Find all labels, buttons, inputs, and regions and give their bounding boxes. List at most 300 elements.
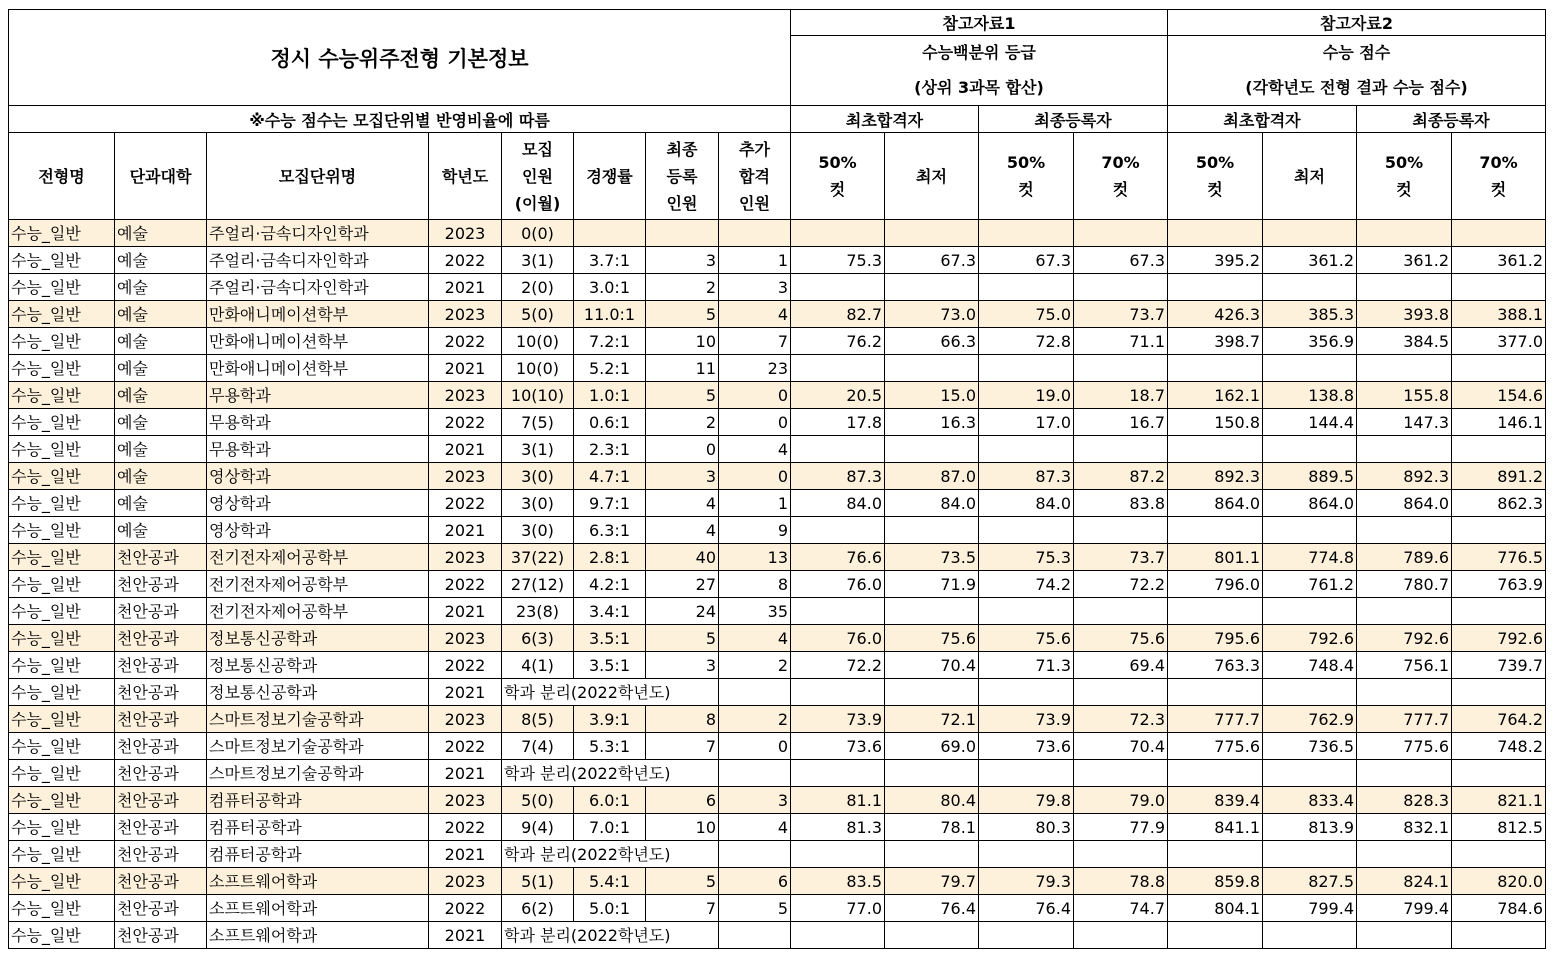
cell-p4: 79.0 [1074,787,1168,814]
cell-ratio: 5.2:1 [574,355,646,382]
cell-p1 [791,679,885,706]
cell-college: 예술 [115,463,207,490]
cell-unit: 무용학과 [207,382,429,409]
cell-type: 수능_일반 [9,841,115,868]
cell-p2: 73.0 [885,301,979,328]
cell-final: 24 [646,598,719,625]
col-type-header: 전형명 [9,133,115,220]
cell-s2: 138.8 [1263,382,1357,409]
cell-add: 0 [719,382,791,409]
cell-s1: 796.0 [1168,571,1263,598]
table-row [9,517,1546,544]
cell-quota: 10(10) [502,382,574,409]
cell-s1 [1168,355,1263,382]
cell-quota: 7(5) [502,409,574,436]
cell-ratio: 3.5:1 [574,652,646,679]
cell-p3 [979,760,1074,787]
cell-unit: 만화애니메이션학부 [207,328,429,355]
cell-ratio: 3.5:1 [574,625,646,652]
cell-type: 수능_일반 [9,328,115,355]
cell-quota: 23(8) [502,598,574,625]
cell-ratio: 2.8:1 [574,544,646,571]
cell-ratio: 4.7:1 [574,463,646,490]
col-year-header: 학년도 [429,133,502,220]
cell-p1: 87.3 [791,463,885,490]
cell-s4: 377.0 [1452,328,1546,355]
cell-unit: 스마트정보기술공학과 [207,760,429,787]
cell-p2: 70.4 [885,652,979,679]
cell-s1 [1168,922,1263,949]
cell-quota: 3(1) [502,436,574,463]
table-row [9,436,1546,463]
cell-unit: 소프트웨어학과 [207,922,429,949]
cell-add: 4 [719,814,791,841]
cell-s2: 356.9 [1263,328,1357,355]
cell-s4: 154.6 [1452,382,1546,409]
ref2-label: 참고자료2 [1168,10,1546,36]
cell-add: 0 [719,409,791,436]
cell-p4: 18.7 [1074,382,1168,409]
cell-p4: 73.7 [1074,301,1168,328]
cell-college: 천안공과 [115,706,207,733]
cell-add: 4 [719,436,791,463]
cell-add: 5 [719,895,791,922]
ref1-label: 참고자료1 [791,10,1168,36]
cell-p1: 73.6 [791,733,885,760]
cell-p4: 75.6 [1074,625,1168,652]
cell-s2 [1263,436,1357,463]
cell-unit: 컴퓨터공학과 [207,814,429,841]
cell-add: 0 [719,733,791,760]
cell-unit: 스마트정보기술공학과 [207,706,429,733]
cell-quota: 학과 분리(2022학년도) [502,760,719,787]
cell-unit: 전기전자제어공학부 [207,544,429,571]
cell-s3: 756.1 [1357,652,1452,679]
cell-s4 [1452,436,1546,463]
ref2-final-reg-header: 최종등록자 [1357,106,1546,133]
cell-type: 수능_일반 [9,679,115,706]
cell-year: 2022 [429,895,502,922]
cell-type: 수능_일반 [9,355,115,382]
table-row [9,787,1546,814]
col-additional-header: 추가 합격 인원 [719,133,791,220]
cell-p3: 74.2 [979,571,1074,598]
cell-p2: 78.1 [885,814,979,841]
cell-s3 [1357,679,1452,706]
cell-p2: 75.6 [885,625,979,652]
cell-p2 [885,841,979,868]
table-row [9,328,1546,355]
cell-s2 [1263,841,1357,868]
cell-college: 천안공과 [115,895,207,922]
cell-year: 2023 [429,625,502,652]
cell-s2 [1263,355,1357,382]
cell-p3: 73.9 [979,706,1074,733]
cell-p1 [791,922,885,949]
ref1-final-cut70-header: 70% 컷 [1074,133,1168,220]
cell-p2 [885,220,979,247]
cell-college: 예술 [115,247,207,274]
cell-unit: 영상학과 [207,463,429,490]
cell-quota: 3(0) [502,463,574,490]
cell-s1: 864.0 [1168,490,1263,517]
ref1-final-reg-header: 최종등록자 [979,106,1168,133]
cell-p3: 76.4 [979,895,1074,922]
cell-college: 예술 [115,355,207,382]
table-row [9,220,1546,247]
cell-s4: 776.5 [1452,544,1546,571]
cell-final: 10 [646,328,719,355]
cell-s3 [1357,922,1452,949]
table-row [9,355,1546,382]
cell-type: 수능_일반 [9,922,115,949]
col-quota-header: 모집 인원 (이월) [502,133,574,220]
cell-add: 2 [719,706,791,733]
cell-s1: 398.7 [1168,328,1263,355]
cell-s1 [1168,274,1263,301]
cell-college: 천안공과 [115,787,207,814]
cell-college: 천안공과 [115,814,207,841]
cell-add: 8 [719,571,791,598]
col-ratio-header: 경쟁률 [574,133,646,220]
cell-p4 [1074,598,1168,625]
cell-ratio: 7.2:1 [574,328,646,355]
cell-add: 23 [719,355,791,382]
cell-college: 예술 [115,436,207,463]
cell-p3: 67.3 [979,247,1074,274]
cell-final: 4 [646,517,719,544]
cell-p2: 16.3 [885,409,979,436]
cell-s4: 361.2 [1452,247,1546,274]
cell-unit: 영상학과 [207,490,429,517]
cell-college: 예술 [115,382,207,409]
table-row [9,760,1546,787]
cell-s1: 395.2 [1168,247,1263,274]
cell-quota: 6(3) [502,625,574,652]
cell-s3 [1357,841,1452,868]
cell-s2 [1263,598,1357,625]
cell-p2 [885,517,979,544]
cell-ratio: 6.0:1 [574,787,646,814]
table-row [9,733,1546,760]
cell-s2 [1263,220,1357,247]
cell-s1: 804.1 [1168,895,1263,922]
cell-quota: 2(0) [502,274,574,301]
cell-s4 [1452,517,1546,544]
cell-quota: 0(0) [502,220,574,247]
cell-college: 천안공과 [115,760,207,787]
cell-final: 7 [646,895,719,922]
cell-s3: 147.3 [1357,409,1452,436]
cell-s2: 864.0 [1263,490,1357,517]
cell-quota: 3(0) [502,490,574,517]
cell-s1: 892.3 [1168,463,1263,490]
cell-s2: 762.9 [1263,706,1357,733]
cell-year: 2022 [429,571,502,598]
cell-p3: 72.8 [979,328,1074,355]
cell-year: 2023 [429,544,502,571]
cell-final: 2 [646,274,719,301]
cell-ratio: 6.3:1 [574,517,646,544]
col-final-reg-header: 최종 등록 인원 [646,133,719,220]
cell-p2: 76.4 [885,895,979,922]
cell-college: 예술 [115,490,207,517]
cell-s4: 891.2 [1452,463,1546,490]
cell-p3 [979,436,1074,463]
cell-year: 2023 [429,301,502,328]
col-college-header: 단과대학 [115,133,207,220]
cell-year: 2021 [429,922,502,949]
cell-year: 2023 [429,382,502,409]
cell-s3: 393.8 [1357,301,1452,328]
cell-unit: 무용학과 [207,409,429,436]
cell-p2 [885,355,979,382]
col-unit-header: 모집단위명 [207,133,429,220]
table-row [9,868,1546,895]
cell-quota: 학과 분리(2022학년도) [502,922,719,949]
cell-final: 11 [646,355,719,382]
cell-ratio: 2.3:1 [574,436,646,463]
cell-p4: 78.8 [1074,868,1168,895]
cell-type: 수능_일반 [9,517,115,544]
cell-p1 [791,355,885,382]
cell-year: 2021 [429,517,502,544]
cell-s3: 892.3 [1357,463,1452,490]
cell-type: 수능_일반 [9,490,115,517]
cell-add: 2 [719,652,791,679]
ref2-first-admit-header: 최초합격자 [1168,106,1357,133]
cell-p1: 17.8 [791,409,885,436]
cell-p3: 75.0 [979,301,1074,328]
cell-unit: 영상학과 [207,517,429,544]
cell-p1: 20.5 [791,382,885,409]
cell-add [719,220,791,247]
cell-s3: 792.6 [1357,625,1452,652]
cell-s2: 761.2 [1263,571,1357,598]
cell-college: 예술 [115,274,207,301]
cell-p4 [1074,517,1168,544]
cell-year: 2023 [429,868,502,895]
cell-p4: 77.9 [1074,814,1168,841]
cell-add: 4 [719,625,791,652]
cell-s2: 144.4 [1263,409,1357,436]
cell-s1: 801.1 [1168,544,1263,571]
cell-p2: 79.7 [885,868,979,895]
cell-college: 천안공과 [115,679,207,706]
cell-college: 천안공과 [115,652,207,679]
cell-add [719,760,791,787]
cell-quota: 9(4) [502,814,574,841]
cell-p4: 72.2 [1074,571,1168,598]
cell-type: 수능_일반 [9,760,115,787]
admission-data-table [8,9,1546,949]
cell-s4 [1452,760,1546,787]
cell-final: 5 [646,301,719,328]
cell-college: 천안공과 [115,571,207,598]
cell-s1 [1168,598,1263,625]
cell-add: 3 [719,787,791,814]
ref2-subtitle-line2: (각학년도 전형 결과 수능 점수) [1168,68,1546,106]
cell-ratio: 0.6:1 [574,409,646,436]
cell-add: 13 [719,544,791,571]
cell-college: 예술 [115,220,207,247]
cell-s1 [1168,841,1263,868]
cell-p3: 84.0 [979,490,1074,517]
cell-s2: 774.8 [1263,544,1357,571]
cell-quota: 3(1) [502,247,574,274]
cell-s3: 775.6 [1357,733,1452,760]
ref1-final-cut50-header: 50% 컷 [979,133,1074,220]
cell-p3 [979,679,1074,706]
cell-quota: 학과 분리(2022학년도) [502,841,719,868]
cell-s1 [1168,760,1263,787]
cell-s2: 889.5 [1263,463,1357,490]
cell-year: 2021 [429,436,502,463]
cell-s1: 763.3 [1168,652,1263,679]
cell-quota: 27(12) [502,571,574,598]
cell-ratio: 5.4:1 [574,868,646,895]
cell-unit: 스마트정보기술공학과 [207,733,429,760]
cell-p1: 81.3 [791,814,885,841]
cell-s4 [1452,355,1546,382]
cell-final: 3 [646,247,719,274]
cell-p1: 72.2 [791,652,885,679]
cell-type: 수능_일반 [9,463,115,490]
cell-college: 천안공과 [115,733,207,760]
cell-s4 [1452,922,1546,949]
cell-p4 [1074,355,1168,382]
cell-s3: 780.7 [1357,571,1452,598]
cell-quota: 학과 분리(2022학년도) [502,679,719,706]
cell-year: 2022 [429,652,502,679]
cell-year: 2022 [429,814,502,841]
cell-p1: 75.3 [791,247,885,274]
cell-p4 [1074,760,1168,787]
cell-s1: 426.3 [1168,301,1263,328]
cell-ratio: 3.4:1 [574,598,646,625]
cell-quota: 10(0) [502,355,574,382]
cell-final: 40 [646,544,719,571]
cell-quota: 5(0) [502,787,574,814]
cell-final [646,220,719,247]
cell-year: 2021 [429,841,502,868]
cell-p4: 83.8 [1074,490,1168,517]
cell-p1 [791,274,885,301]
cell-s4: 146.1 [1452,409,1546,436]
cell-p1 [791,598,885,625]
cell-p2 [885,679,979,706]
cell-s3: 864.0 [1357,490,1452,517]
cell-unit: 만화애니메이션학부 [207,301,429,328]
cell-p1 [791,841,885,868]
cell-s2: 813.9 [1263,814,1357,841]
cell-final: 3 [646,652,719,679]
cell-s4: 812.5 [1452,814,1546,841]
cell-s2 [1263,517,1357,544]
cell-unit: 컴퓨터공학과 [207,787,429,814]
cell-s3: 832.1 [1357,814,1452,841]
cell-add: 1 [719,247,791,274]
cell-s2: 736.5 [1263,733,1357,760]
cell-unit: 전기전자제어공학부 [207,598,429,625]
cell-quota: 10(0) [502,328,574,355]
table-row [9,382,1546,409]
cell-final: 7 [646,733,719,760]
cell-add: 3 [719,274,791,301]
cell-ratio: 1.0:1 [574,382,646,409]
cell-college: 천안공과 [115,868,207,895]
cell-final: 10 [646,814,719,841]
cell-s2: 827.5 [1263,868,1357,895]
cell-s2 [1263,679,1357,706]
cell-quota: 3(0) [502,517,574,544]
cell-s3: 155.8 [1357,382,1452,409]
cell-type: 수능_일반 [9,625,115,652]
cell-s2: 792.6 [1263,625,1357,652]
cell-p4 [1074,274,1168,301]
cell-s1 [1168,517,1263,544]
cell-s1: 162.1 [1168,382,1263,409]
ref2-first-min-header: 최저 [1263,133,1357,220]
cell-p1: 77.0 [791,895,885,922]
cell-type: 수능_일반 [9,733,115,760]
ref2-final-cut50-header: 50% 컷 [1357,133,1452,220]
cell-quota: 5(1) [502,868,574,895]
cell-year: 2022 [429,733,502,760]
cell-p3: 79.8 [979,787,1074,814]
cell-s3 [1357,598,1452,625]
cell-p3: 79.3 [979,868,1074,895]
cell-p2 [885,922,979,949]
page-title: 정시 수능위주전형 기본정보 [9,10,791,106]
cell-p1: 82.7 [791,301,885,328]
cell-year: 2022 [429,247,502,274]
cell-add [719,679,791,706]
table-row [9,841,1546,868]
cell-p3 [979,355,1074,382]
table-row [9,814,1546,841]
cell-ratio: 9.7:1 [574,490,646,517]
cell-s3: 828.3 [1357,787,1452,814]
cell-p2: 67.3 [885,247,979,274]
cell-p1: 76.0 [791,571,885,598]
cell-s4: 821.1 [1452,787,1546,814]
cell-p3 [979,517,1074,544]
cell-p3: 75.6 [979,625,1074,652]
cell-p4 [1074,436,1168,463]
table-row [9,490,1546,517]
cell-p4: 87.2 [1074,463,1168,490]
cell-s4: 388.1 [1452,301,1546,328]
cell-ratio: 5.0:1 [574,895,646,922]
cell-p1: 81.1 [791,787,885,814]
cell-p1: 76.6 [791,544,885,571]
ref1-subtitle-line2: (상위 3과목 합산) [791,68,1168,106]
cell-final: 5 [646,625,719,652]
cell-final: 5 [646,868,719,895]
cell-s4 [1452,841,1546,868]
cell-year: 2021 [429,760,502,787]
cell-year: 2022 [429,490,502,517]
cell-p4 [1074,922,1168,949]
cell-s4: 764.2 [1452,706,1546,733]
cell-p2: 69.0 [885,733,979,760]
cell-type: 수능_일반 [9,571,115,598]
cell-add [719,841,791,868]
cell-final: 27 [646,571,719,598]
cell-final: 5 [646,382,719,409]
cell-quota: 7(4) [502,733,574,760]
